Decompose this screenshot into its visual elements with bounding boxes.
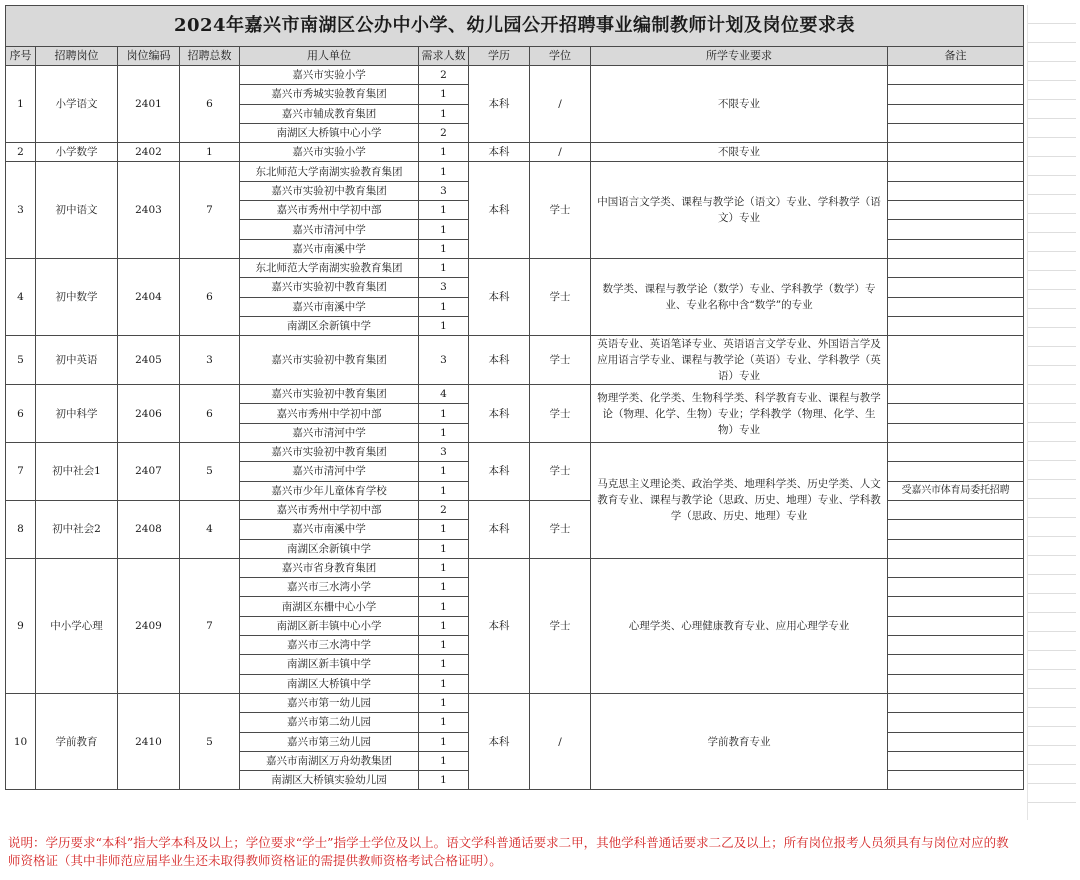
- serial-number-cell: 8: [6, 500, 36, 558]
- serial-number-cell: 6: [6, 385, 36, 443]
- education-cell: 本科: [469, 143, 530, 162]
- remark-empty-cell: [888, 713, 1024, 732]
- employer-unit-cell: 南湖区余新镇中学: [240, 539, 419, 558]
- degree-cell: 学士: [530, 162, 591, 258]
- column-header: 岗位编码: [118, 47, 180, 66]
- total-count-cell: 6: [180, 66, 240, 143]
- demand-count-cell: 1: [419, 85, 469, 104]
- remark-empty-cell: [888, 520, 1024, 539]
- table-row: [6, 162, 1024, 181]
- remark-empty-cell: [888, 771, 1024, 790]
- demand-count-cell: 3: [419, 443, 469, 462]
- table-row: [6, 336, 1024, 385]
- remark-empty-cell: [888, 674, 1024, 693]
- post-name-cell: 初中英语: [36, 336, 118, 385]
- degree-cell: 学士: [530, 336, 591, 385]
- demand-count-cell: 1: [419, 771, 469, 790]
- serial-number-cell: 10: [6, 693, 36, 789]
- total-count-cell: 4: [180, 500, 240, 558]
- major-requirement-cell: 马克思主义理论类、政治学类、地理科学类、历史学类、人文教育专业、课程与教学论（思政、历史、地理）专业、学科教学（思政、历史、地理）专业: [591, 443, 888, 559]
- post-name-cell: 初中语文: [36, 162, 118, 258]
- remark-empty-cell: [888, 220, 1024, 239]
- major-requirement-cell: 学前教育专业: [591, 693, 888, 789]
- column-header: 序号: [6, 47, 36, 66]
- employer-unit-cell: 嘉兴市秀州中学初中部: [240, 404, 419, 423]
- employer-unit-cell: 东北师范大学南湖实验教育集团: [240, 258, 419, 277]
- demand-count-cell: 1: [419, 258, 469, 277]
- total-count-cell: 6: [180, 258, 240, 335]
- demand-count-cell: 1: [419, 636, 469, 655]
- remark-empty-cell: [888, 693, 1024, 712]
- degree-cell: 学士: [530, 500, 591, 558]
- degree-cell: 学士: [530, 443, 591, 501]
- employer-unit-cell: 嘉兴市辅成教育集团: [240, 104, 419, 123]
- remark-empty-cell: [888, 201, 1024, 220]
- demand-count-cell: 1: [419, 655, 469, 674]
- demand-count-cell: 1: [419, 558, 469, 577]
- post-code-cell: 2408: [118, 500, 180, 558]
- remark-empty-cell: [888, 732, 1024, 751]
- major-requirement-cell: 不限专业: [591, 143, 888, 162]
- demand-count-cell: 1: [419, 539, 469, 558]
- header-row: [6, 47, 1024, 66]
- remark-empty-cell: [888, 385, 1024, 404]
- employer-unit-cell: 南湖区大桥镇中学: [240, 674, 419, 693]
- employer-unit-cell: 嘉兴市南溪中学: [240, 297, 419, 316]
- demand-count-cell: 1: [419, 462, 469, 481]
- degree-cell: 学士: [530, 558, 591, 693]
- demand-count-cell: 1: [419, 404, 469, 423]
- column-header: 所学专业要求: [591, 47, 888, 66]
- employer-unit-cell: 嘉兴市三水湾小学: [240, 578, 419, 597]
- post-name-cell: 初中科学: [36, 385, 118, 443]
- spreadsheet-gridlines: [1027, 5, 1076, 820]
- demand-count-cell: 1: [419, 616, 469, 635]
- employer-unit-cell: 嘉兴市第一幼儿园: [240, 693, 419, 712]
- demand-count-cell: 3: [419, 336, 469, 385]
- employer-unit-cell: 嘉兴市清河中学: [240, 220, 419, 239]
- post-code-cell: 2409: [118, 558, 180, 693]
- post-code-cell: 2404: [118, 258, 180, 335]
- employer-unit-cell: 南湖区新丰镇中学: [240, 655, 419, 674]
- serial-number-cell: 5: [6, 336, 36, 385]
- table-row: [6, 443, 1024, 462]
- demand-count-cell: 1: [419, 162, 469, 181]
- total-count-cell: 7: [180, 558, 240, 693]
- degree-cell: /: [530, 66, 591, 143]
- education-cell: 本科: [469, 385, 530, 443]
- major-requirement-cell: 心理学类、心理健康教育专业、应用心理学专业: [591, 558, 888, 693]
- employer-unit-cell: 嘉兴市实验初中教育集团: [240, 336, 419, 385]
- demand-count-cell: 1: [419, 520, 469, 539]
- remark-empty-cell: [888, 578, 1024, 597]
- serial-number-cell: 1: [6, 66, 36, 143]
- page-title: 2024年嘉兴市南湖区公办中小学、幼儿园公开招聘事业编制教师计划及岗位要求表: [6, 6, 1024, 47]
- column-header: 备注: [888, 47, 1024, 66]
- post-code-cell: 2410: [118, 693, 180, 789]
- table-row: [6, 258, 1024, 277]
- demand-count-cell: 1: [419, 297, 469, 316]
- demand-count-cell: 1: [419, 220, 469, 239]
- demand-count-cell: 1: [419, 693, 469, 712]
- post-name-cell: 中小学心理: [36, 558, 118, 693]
- employer-unit-cell: 嘉兴市实验初中教育集团: [240, 385, 419, 404]
- recruitment-table-sheet: [5, 5, 1024, 790]
- demand-count-cell: 1: [419, 751, 469, 770]
- remark-empty-cell: [888, 500, 1024, 519]
- remark-empty-cell: [888, 597, 1024, 616]
- remark-cell: 受嘉兴市体育局委托招聘: [888, 481, 1024, 500]
- column-header: 用人单位: [240, 47, 419, 66]
- recruitment-table: [5, 5, 1024, 790]
- post-code-cell: 2402: [118, 143, 180, 162]
- serial-number-cell: 3: [6, 162, 36, 258]
- employer-unit-cell: 南湖区大桥镇中心小学: [240, 123, 419, 142]
- employer-unit-cell: 嘉兴市清河中学: [240, 462, 419, 481]
- serial-number-cell: 2: [6, 143, 36, 162]
- education-cell: 本科: [469, 558, 530, 693]
- employer-unit-cell: 南湖区大桥镇实验幼儿园: [240, 771, 419, 790]
- remark-empty-cell: [888, 404, 1024, 423]
- employer-unit-cell: 南湖区新丰镇中心小学: [240, 616, 419, 635]
- remark-empty-cell: [888, 239, 1024, 258]
- post-name-cell: 小学数学: [36, 143, 118, 162]
- remark-empty-cell: [888, 143, 1024, 162]
- remark-empty-cell: [888, 462, 1024, 481]
- major-requirement-cell: 数学类、课程与教学论（数学）专业、学科教学（数学）专业、专业名称中含“数学”的专业: [591, 258, 888, 335]
- education-cell: 本科: [469, 443, 530, 501]
- post-code-cell: 2406: [118, 385, 180, 443]
- total-count-cell: 1: [180, 143, 240, 162]
- remark-empty-cell: [888, 123, 1024, 142]
- degree-cell: /: [530, 143, 591, 162]
- remark-empty-cell: [888, 655, 1024, 674]
- degree-cell: /: [530, 693, 591, 789]
- employer-unit-cell: 嘉兴市少年儿童体育学校: [240, 481, 419, 500]
- education-cell: 本科: [469, 162, 530, 258]
- remark-empty-cell: [888, 616, 1024, 635]
- post-code-cell: 2401: [118, 66, 180, 143]
- remark-empty-cell: [888, 636, 1024, 655]
- total-count-cell: 6: [180, 385, 240, 443]
- post-code-cell: 2405: [118, 336, 180, 385]
- degree-cell: 学士: [530, 385, 591, 443]
- employer-unit-cell: 嘉兴市实验初中教育集团: [240, 181, 419, 200]
- post-code-cell: 2407: [118, 443, 180, 501]
- serial-number-cell: 4: [6, 258, 36, 335]
- employer-unit-cell: 嘉兴市第三幼儿园: [240, 732, 419, 751]
- employer-unit-cell: 东北师范大学南湖实验教育集团: [240, 162, 419, 181]
- remark-empty-cell: [888, 423, 1024, 442]
- education-cell: 本科: [469, 500, 530, 558]
- demand-count-cell: 1: [419, 732, 469, 751]
- demand-count-cell: 1: [419, 316, 469, 335]
- major-requirement-cell: 中国语言文学类、课程与教学论（语文）专业、学科教学（语文）专业: [591, 162, 888, 258]
- post-name-cell: 学前教育: [36, 693, 118, 789]
- degree-cell: 学士: [530, 258, 591, 335]
- employer-unit-cell: 嘉兴市南湖区万舟幼教集团: [240, 751, 419, 770]
- post-name-cell: 小学语文: [36, 66, 118, 143]
- column-header: 学历: [469, 47, 530, 66]
- employer-unit-cell: 嘉兴市实验小学: [240, 66, 419, 85]
- footnote: 说明：学历要求“本科”指大学本科及以上；学位要求“学士”指学士学位及以上。语文学科普通话要求二甲，其他学科普通话要求二乙及以上；所有岗位报考人员须具有与岗位对应的教师资格证（其中非师范应届毕业生还未取得教师资格证的需提供教师资格考试合格证明）。: [8, 835, 1009, 868]
- demand-count-cell: 2: [419, 500, 469, 519]
- demand-count-cell: 1: [419, 481, 469, 500]
- remark-empty-cell: [888, 558, 1024, 577]
- employer-unit-cell: 嘉兴市南溪中学: [240, 239, 419, 258]
- remark-empty-cell: [888, 66, 1024, 85]
- serial-number-cell: 9: [6, 558, 36, 693]
- total-count-cell: 5: [180, 693, 240, 789]
- column-header: 学位: [530, 47, 591, 66]
- employer-unit-cell: 嘉兴市实验初中教育集团: [240, 443, 419, 462]
- remark-empty-cell: [888, 443, 1024, 462]
- major-requirement-cell: 英语专业、英语笔译专业、英语语言文学专业、外国语言学及应用语言学专业、课程与教学论（英语）专业、学科教学（英语）专业: [591, 336, 888, 385]
- demand-count-cell: 1: [419, 713, 469, 732]
- demand-count-cell: 1: [419, 239, 469, 258]
- education-cell: 本科: [469, 66, 530, 143]
- employer-unit-cell: 南湖区余新镇中学: [240, 316, 419, 335]
- post-code-cell: 2403: [118, 162, 180, 258]
- remark-empty-cell: [888, 104, 1024, 123]
- employer-unit-cell: 嘉兴市实验初中教育集团: [240, 278, 419, 297]
- demand-count-cell: 1: [419, 143, 469, 162]
- column-header: 招聘总数: [180, 47, 240, 66]
- demand-count-cell: 2: [419, 123, 469, 142]
- table-row: [6, 66, 1024, 85]
- employer-unit-cell: 嘉兴市清河中学: [240, 423, 419, 442]
- column-header: 招聘岗位: [36, 47, 118, 66]
- education-cell: 本科: [469, 336, 530, 385]
- employer-unit-cell: 嘉兴市秀州中学初中部: [240, 201, 419, 220]
- demand-count-cell: 1: [419, 578, 469, 597]
- remark-empty-cell: [888, 162, 1024, 181]
- table-row: [6, 385, 1024, 404]
- demand-count-cell: 3: [419, 278, 469, 297]
- education-cell: 本科: [469, 258, 530, 335]
- remark-empty-cell: [888, 297, 1024, 316]
- total-count-cell: 3: [180, 336, 240, 385]
- major-requirement-cell: 不限专业: [591, 66, 888, 143]
- employer-unit-cell: 嘉兴市第二幼儿园: [240, 713, 419, 732]
- total-count-cell: 7: [180, 162, 240, 258]
- table-row: [6, 693, 1024, 712]
- employer-unit-cell: 南湖区东栅中心小学: [240, 597, 419, 616]
- employer-unit-cell: 嘉兴市三水湾中学: [240, 636, 419, 655]
- education-cell: 本科: [469, 693, 530, 789]
- demand-count-cell: 1: [419, 201, 469, 220]
- demand-count-cell: 1: [419, 674, 469, 693]
- post-name-cell: 初中社会2: [36, 500, 118, 558]
- table-row: [6, 143, 1024, 162]
- major-requirement-cell: 物理学类、化学类、生物科学类、科学教育专业、课程与教学论（物理、化学、生物）专业；学科教学（物理、化学、生物）专业: [591, 385, 888, 443]
- column-header: 需求人数: [419, 47, 469, 66]
- employer-unit-cell: 嘉兴市实验小学: [240, 143, 419, 162]
- remark-empty-cell: [888, 751, 1024, 770]
- post-name-cell: 初中数学: [36, 258, 118, 335]
- demand-count-cell: 3: [419, 181, 469, 200]
- demand-count-cell: 1: [419, 597, 469, 616]
- employer-unit-cell: 嘉兴市省身教育集团: [240, 558, 419, 577]
- employer-unit-cell: 嘉兴市秀城实验教育集团: [240, 85, 419, 104]
- demand-count-cell: 2: [419, 66, 469, 85]
- employer-unit-cell: 嘉兴市南溪中学: [240, 520, 419, 539]
- table-row: [6, 558, 1024, 577]
- employer-unit-cell: 嘉兴市秀州中学初中部: [240, 500, 419, 519]
- remark-empty-cell: [888, 278, 1024, 297]
- post-name-cell: 初中社会1: [36, 443, 118, 501]
- remark-empty-cell: [888, 85, 1024, 104]
- total-count-cell: 5: [180, 443, 240, 501]
- demand-count-cell: 1: [419, 104, 469, 123]
- remark-empty-cell: [888, 181, 1024, 200]
- remark-empty-cell: [888, 336, 1024, 385]
- remark-empty-cell: [888, 539, 1024, 558]
- remark-empty-cell: [888, 258, 1024, 277]
- demand-count-cell: 1: [419, 423, 469, 442]
- serial-number-cell: 7: [6, 443, 36, 501]
- demand-count-cell: 4: [419, 385, 469, 404]
- remark-empty-cell: [888, 316, 1024, 335]
